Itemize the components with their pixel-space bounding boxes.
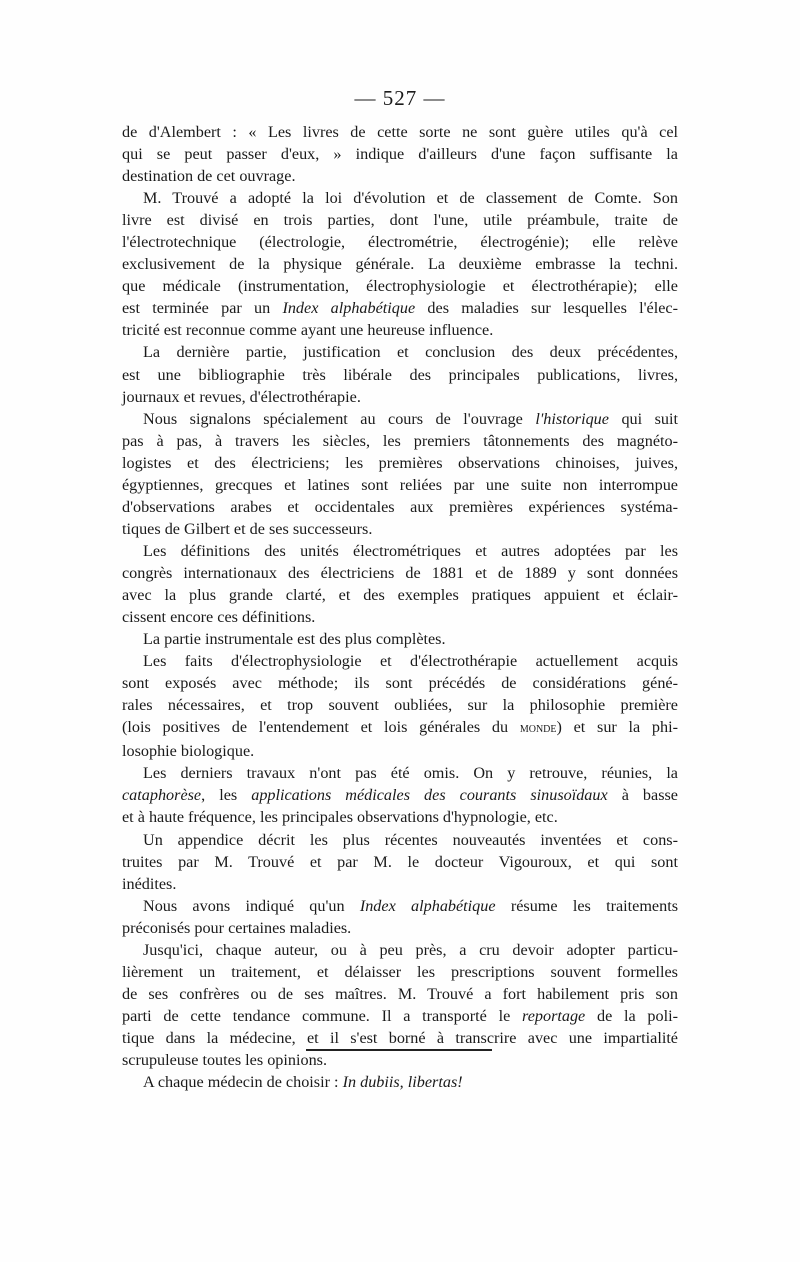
text-line: qui se peut passer d'eux, » indique d'ailleurs d'une façon suffisante la: [122, 145, 678, 164]
text-line: [122, 297, 678, 319]
text-line: rales nécessaires, et trop souvent oubliées, sur la philosophie première: [122, 696, 678, 715]
italic-term: l'historique: [535, 409, 609, 428]
text-line: avec la plus grande clarté, et des exemples pratiques appuient et éclair-: [122, 585, 678, 604]
text-line: préconisés pour certaines maladies.: [122, 918, 352, 937]
text-line: cissent encore ces définitions.: [122, 608, 316, 627]
text-line: de ses confrères ou de ses maîtres. M. Trouvé a fort habilement pris son: [122, 984, 678, 1003]
text-line: truites par M. Trouvé et par M. le docteur Vigouroux, et qui sont: [122, 852, 678, 871]
italic-term: reportage: [522, 1006, 586, 1025]
italic-title: Index alphabétique: [282, 299, 416, 318]
paragraph: [122, 187, 678, 341]
paragraph: [122, 341, 678, 407]
page-number: — 527 —: [354, 86, 446, 110]
text-line: Jusqu'ici, chaque auteur, ou à peu près, a cru devoir adopter particu-: [143, 940, 678, 959]
text-line: losophie biologique.: [122, 742, 255, 761]
text-line: M. Trouvé a adopté la loi d'évolution et de classement de Comte. Son: [143, 189, 678, 208]
text-line: scrupuleuse toutes les opinions.: [122, 1050, 328, 1069]
text-line: [122, 1071, 678, 1093]
text-run: (lois positives de l'entendement et lois générales du: [122, 718, 520, 737]
text-line: sont exposés avec méthode; ils sont précédés de considérations géné-: [122, 674, 678, 693]
paragraph: [122, 1071, 678, 1093]
text-run: qui suit: [608, 409, 678, 428]
text-line: Les derniers travaux n'ont pas été omis. On y retrouve, réunies, la: [143, 764, 678, 783]
text-line: congrès internationaux des électriciens de 1881 et de 1889 y sont données: [122, 563, 678, 582]
text-line: tique dans la médecine, et il s'est borné à transcrire avec une impartialité: [122, 1028, 678, 1047]
text-line: [122, 716, 678, 740]
text-line: égyptiennes, grecques et latines sont reliées par une suite non interrompue: [122, 475, 678, 494]
text-line: inédites.: [122, 874, 177, 893]
paragraph: [122, 540, 678, 628]
text-line: La dernière partie, justification et conclusion des deux précédentes,: [143, 343, 678, 362]
text-run: ) et sur la phi-: [556, 718, 678, 737]
italic-title: Index alphabétique: [359, 896, 496, 915]
text-run: est terminée par un: [122, 299, 283, 318]
text-line: lièrement un traitement, et délaisser les prescriptions souvent formelles: [122, 962, 678, 981]
text-line: l'électrotechnique (électrologie, électrométrie, électrogénie); elle relève: [122, 233, 678, 252]
paragraph: [122, 408, 678, 540]
text-run: des maladies sur lesquelles l'élec-: [415, 299, 678, 318]
text-run: Nous signalons spécialement au cours de l'ouvrage: [143, 409, 536, 428]
text-line: [122, 784, 678, 806]
text-line: exclusivement de la physique générale. La deuxième embrasse la techni.: [122, 255, 678, 274]
paragraph: [122, 895, 678, 939]
text-line: [122, 895, 678, 917]
text-line: livre est divisé en trois parties, dont l'une, utile préambule, traite de: [122, 211, 678, 230]
text-run: résume les traitements: [495, 896, 678, 915]
text-line: [122, 1005, 678, 1027]
paragraph: [122, 762, 678, 828]
text-line: Les faits d'électrophysiologie et d'électrothérapie actuellement acquis: [143, 652, 678, 671]
text-run: de la poli-: [585, 1006, 678, 1025]
text-line: journaux et revues, d'électrothérapie.: [122, 387, 361, 406]
paragraph: [122, 650, 678, 762]
text-line: Les définitions des unités électrométriques et autres adoptées par les: [143, 541, 678, 560]
text-run: Nous avons indiqué qu'un: [143, 896, 360, 915]
text-line: est une bibliographie très libérale des principales publications, livres,: [122, 365, 678, 384]
text-run: , les: [201, 786, 252, 805]
italic-term: applications médicales des courants sinusoïdaux: [251, 786, 608, 805]
text-line: pas à pas, à travers les siècles, les premiers tâtonnements des magnéto-: [122, 431, 678, 450]
text-line: logistes et des électriciens; les premières observations chinoises, juives,: [122, 453, 678, 472]
italic-term: cataphorèse: [122, 786, 202, 805]
text-line: La partie instrumentale est des plus complètes.: [143, 630, 446, 649]
text-run: A chaque médecin de choisir :: [143, 1073, 343, 1092]
text-line: et à haute fréquence, les principales observations d'hypnologie, etc.: [122, 808, 558, 827]
paragraph: [122, 939, 678, 1071]
body-text: [122, 121, 678, 1093]
paragraph: [122, 121, 678, 187]
text-line: de d'Alembert : « Les livres de cette sorte ne sont guère utiles qu'à cel: [122, 123, 678, 141]
text-run: à basse: [607, 786, 678, 805]
text-line: d'observations arabes et occidentales aux premières expériences systéma-: [122, 497, 678, 516]
text-line: tiques de Gilbert et de ses successeurs.: [122, 519, 373, 538]
text-line: destination de cet ouvrage.: [122, 167, 296, 186]
closing-rule: [306, 1049, 492, 1051]
text-line: que médicale (instrumentation, électrophysiologie et électrothérapie); elle: [122, 277, 678, 296]
paragraph: [122, 628, 678, 650]
small-caps-word: monde: [519, 721, 557, 737]
italic-motto: In dubiis, libertas!: [342, 1073, 463, 1092]
paragraph: [122, 829, 678, 895]
text-line: Un appendice décrit les plus récentes nouveautés inventées et cons-: [143, 830, 678, 849]
text-run: parti de cette tendance commune. Il a transporté le: [122, 1006, 522, 1025]
text-line: [122, 408, 678, 430]
text-line: tricité est reconnue comme ayant une heureuse influence.: [122, 321, 494, 340]
